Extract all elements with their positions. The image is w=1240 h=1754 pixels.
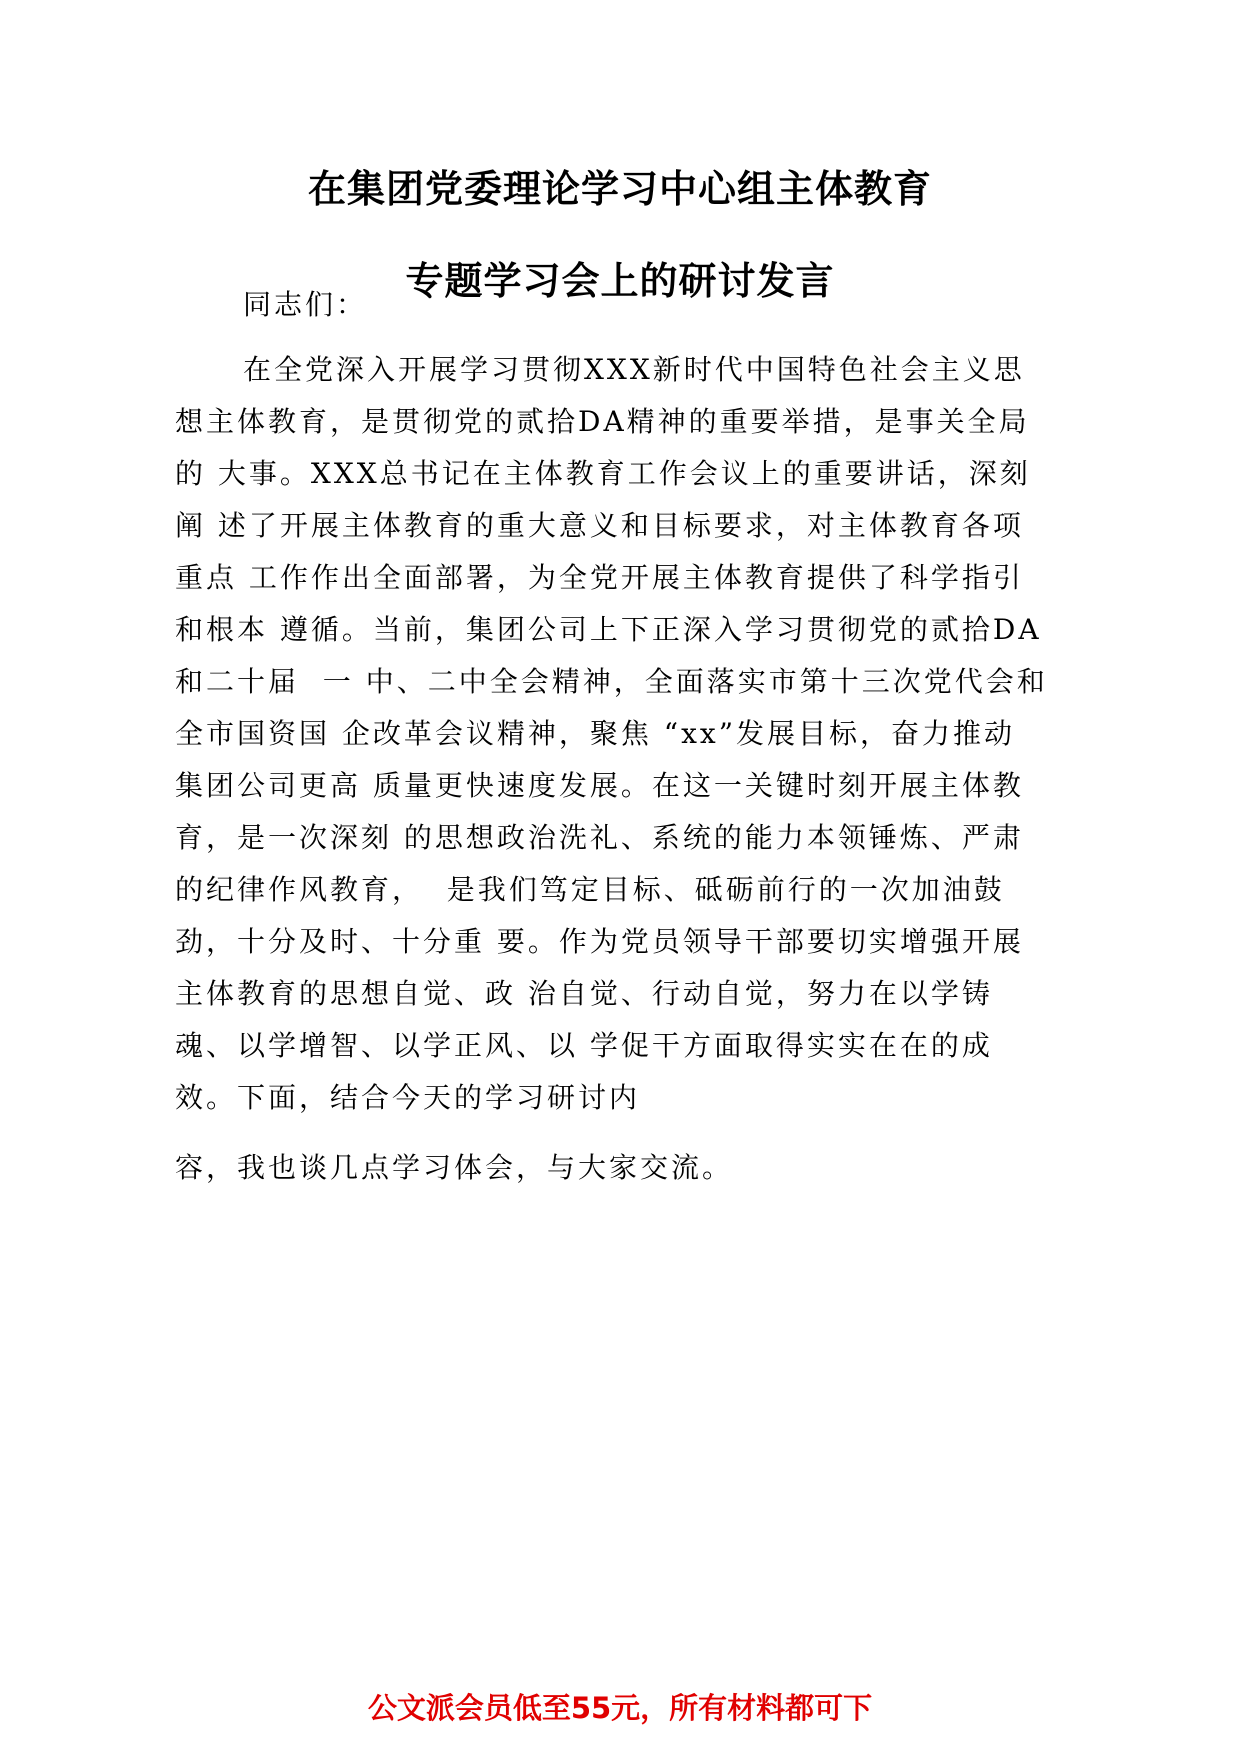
body-line: 效。下面，结合今天的学习研讨内: [175, 1081, 641, 1114]
body-line: 集团公司更高 质量更快速度发展。在这一关键时刻开展主体教: [175, 769, 1024, 802]
body-line: 的 大事。XXX总书记在主体教育工作会议上的重要讲话，深刻: [175, 457, 1031, 490]
body-line: 重点 工作作出全面部署，为全党开展主体教育提供了科学指引: [175, 561, 1024, 594]
closing-line: 容，我也谈几点学习体会，与大家交流。: [175, 1151, 734, 1184]
body-line: 育，是一次深刻 的思想政治洗礼、系统的能力本领锤炼、严肃: [175, 821, 1024, 854]
body-line: 阐 述了开展主体教育的重大意义和目标要求，对主体教育各项: [175, 509, 1024, 542]
body-line: 魂、以学增智、以学正风、以 学促干方面取得实实在在的成: [175, 1029, 993, 1062]
body-line: 的纪律作风教育， 是我们笃定目标、砥砺前行的一次加油鼓: [175, 873, 1005, 906]
body-line: 主体教育的思想自觉、政 治自觉、行动自觉，努力在以学铸: [175, 977, 993, 1010]
body-line: 全市国资国 企改革会议精神，聚焦 “xx”发展目标，奋力推动: [175, 717, 1016, 750]
body-line: 劲，十分及时、十分重 要。作为党员领导干部要切实增强开展: [175, 925, 1024, 958]
body-line: 和根本 遵循。当前，集团公司上下正深入学习贯彻党的贰拾DA: [175, 613, 1042, 646]
document-title-line-2: 专题学习会上的研讨发言: [405, 259, 835, 303]
body-line: 在全党深入开展学习贯彻XXX新时代中国特色社会主义思: [243, 353, 1025, 386]
body-line: 想主体教育，是贯彻党的贰拾DA精神的重要举措，是事关全局: [175, 405, 1030, 438]
document-title-line-1: 在集团党委理论学习中心组主体教育: [307, 167, 932, 211]
greeting: 同志们：: [243, 288, 368, 321]
body-line: 和二十届 一 中、二中全会精神，全面落实市第十三次党代会和: [175, 665, 1048, 698]
promo-footer: 公文派会员低至55元，所有材料都可下: [367, 1691, 873, 1725]
